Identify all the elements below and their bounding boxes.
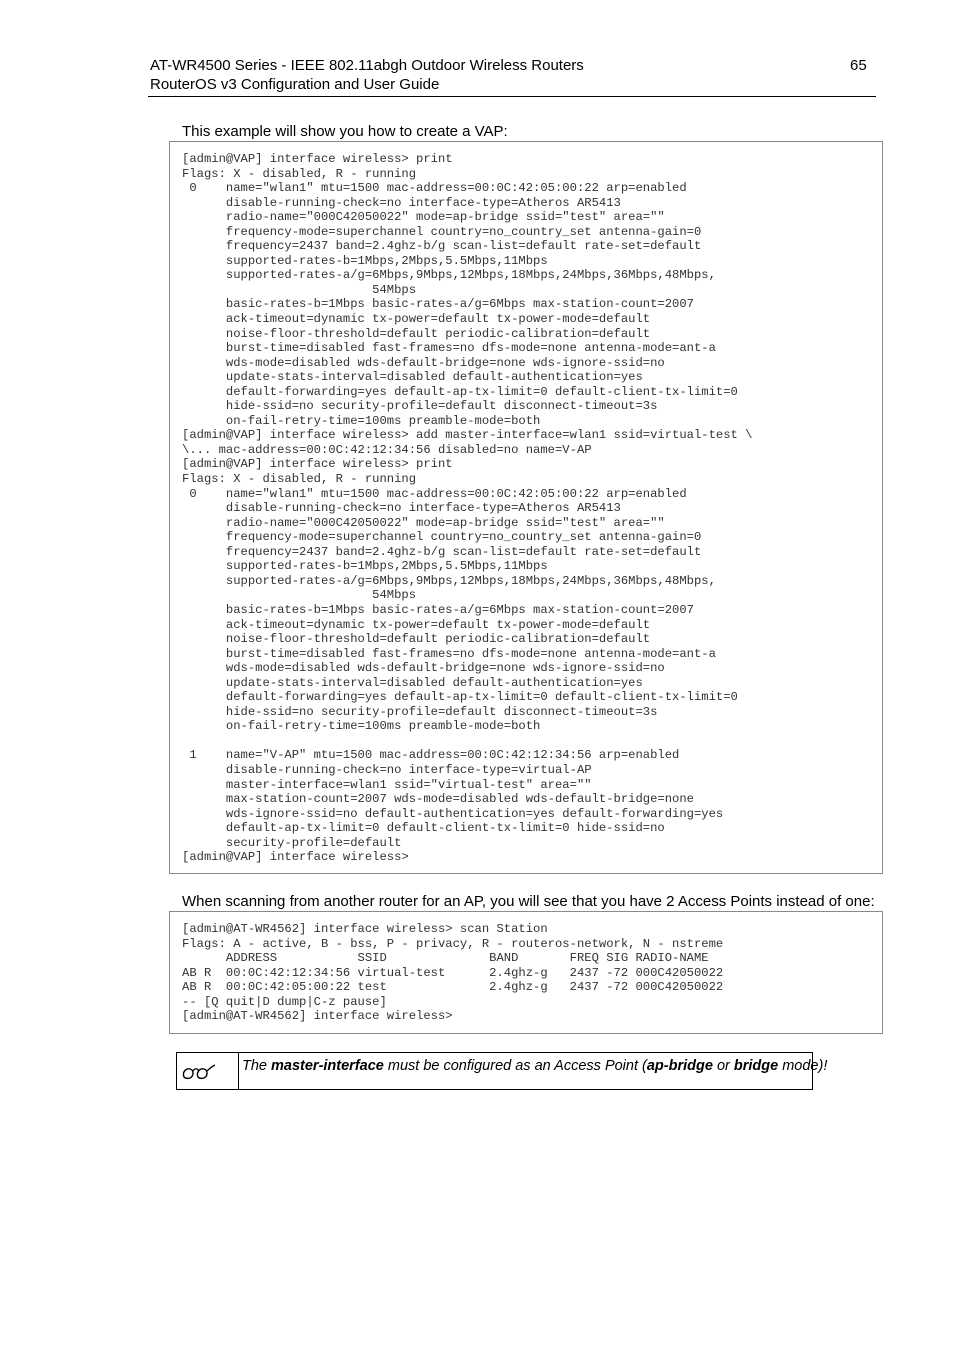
note-box [176, 1052, 828, 1090]
header-rule [148, 96, 876, 97]
scan-code-listing: [admin@AT-WR4562] interface wireless> scan Station Flags: A - active, B - bss, P - privacy, R - routeros-network, N - nstreme ADDRESS SSID BAND FREQ SIG RADIO-NAME AB R 00:0C:42:12:34:56 virtual-test 2.4ghz-g 2437 -72 000C42050022 AB R 00:0C:42:05:00:22 test 2.4ghz-g 2437 -72 000C42050022 -- [Q quit|D dump|C-z pause] [admin@AT-WR4562] interface wireless> [182, 922, 724, 1024]
scan-intro-text: When scanning from another router for an AP, you will see that you have 2 Access Points instead of one: [182, 893, 875, 910]
note-text: The master-interface must be configured as an Access Point (ap-bridge or bridge mode)! [242, 1058, 828, 1074]
glasses-icon [181, 1062, 217, 1082]
vap-code-listing: [admin@VAP] interface wireless> print Flags: X - disabled, R - running 0 name="wlan1" mtu=1500 mac-address=00:0C:42:05:00:22 arp=enabled disable-running-check=no interface-type=Atheros AR5413 radio-name="000C42050022" mode=ap-bridge ssid="test" area="" frequency-mode=superchannel country=no_country_set antenna-gain=0 frequency=2437 band=2.4ghz-b/g scan-list=default rate-set=default supported-rates-b=1Mbps,2Mbps,5.5Mbps,11Mbps supported-rates-a/g=6Mbps,9Mbps,12Mbps,18Mbps,24Mbps,36Mbps,48Mbps, 54Mbps basic-rates-b=1Mbps basic-rates-a/g=6Mbps max-station-count=2007 ack-timeout=dynamic tx-power=default tx-power-mode=default noise-floor-threshold=default periodic-calibration=default burst-time=disabled fast-frames=no dfs-mode=none antenna-mode=ant-a wds-mode=disabled wds-default-bridge=none wds-ignore-ssid=no update-stats-interval=disabled default-authentication=yes default-forwarding=yes default-ap-tx-limit=0 default-client-tx-limit=0 hide-ssid=no security-profile=default disconnect-timeout=3s on-fail-retry-time=100ms preamble-mode=both [admin@VAP] interface wireless> add master-interface=wlan1 ssid=virtual-test \ \... mac-address=00:0C:42:12:34:56 disabled=no name=V-AP [admin@VAP] interface wireless> print Flags: X - disabled, R - running 0 name="wlan1" mtu=1500 mac-address=00:0C:42:05:00:22 arp=enabled disable-running-check=no interface-type=Atheros AR5413 radio-name="000C42050022" mode=ap-bridge ssid="test" area="" frequency-mode=superchannel country=no_country_set antenna-gain=0 frequency=2437 band=2.4ghz-b/g scan-list=default rate-set=default supported-rates-b=1Mbps,2Mbps,5.5Mbps,11Mbps supported-rates-a/g=6Mbps,9Mbps,12Mbps,18Mbps,24Mbps,36Mbps,48Mbps, 54Mbps basic-rates-b=1Mbps basic-rates-a/g=6Mbps max-station-count=2007 ack-timeout=dynamic tx-power=default tx-power-mode=default noise-floor-threshold=default periodic-calibration=default burst-time=disabled fast-frames=no dfs-mode=none antenna-mode=ant-a wds-mode=disabled wds-default-bridge=none wds-ignore-ssid=no update-stats-interval=disabled default-authentication=yes default-forwarding=yes default-ap-tx-limit=0 default-client-tx-limit=0 hide-ssid=no security-profile=default disconnect-timeout=3s on-fail-retry-time=100ms preamble-mode=both 1 name="V-AP" mtu=1500 mac-address=00:0C:42:12:34:56 arp=enabled disable-running-check=no interface-type=virtual-AP master-interface=wlan1 ssid="virtual-test" area="" max-station-count=2007 wds-mode=disabled wds-default-bridge=none wds-ignore-ssid=no default-authentication=yes default-forwarding=yes default-ap-tx-limit=0 default-client-tx-limit=0 hide-ssid=no security-profile=default [admin@VAP] interface wireless> [182, 152, 753, 865]
vap-code-box [169, 141, 883, 874]
page-number: 65 [850, 57, 867, 74]
header-title: AT-WR4500 Series - IEEE 802.11abgh Outdoor Wireless Routers [150, 57, 584, 74]
note-icon-cell [177, 1053, 239, 1089]
vap-intro-text: This example will show you how to create a VAP: [182, 123, 508, 140]
header-subtitle: RouterOS v3 Configuration and User Guide [150, 76, 440, 93]
scan-code-box [169, 911, 883, 1034]
